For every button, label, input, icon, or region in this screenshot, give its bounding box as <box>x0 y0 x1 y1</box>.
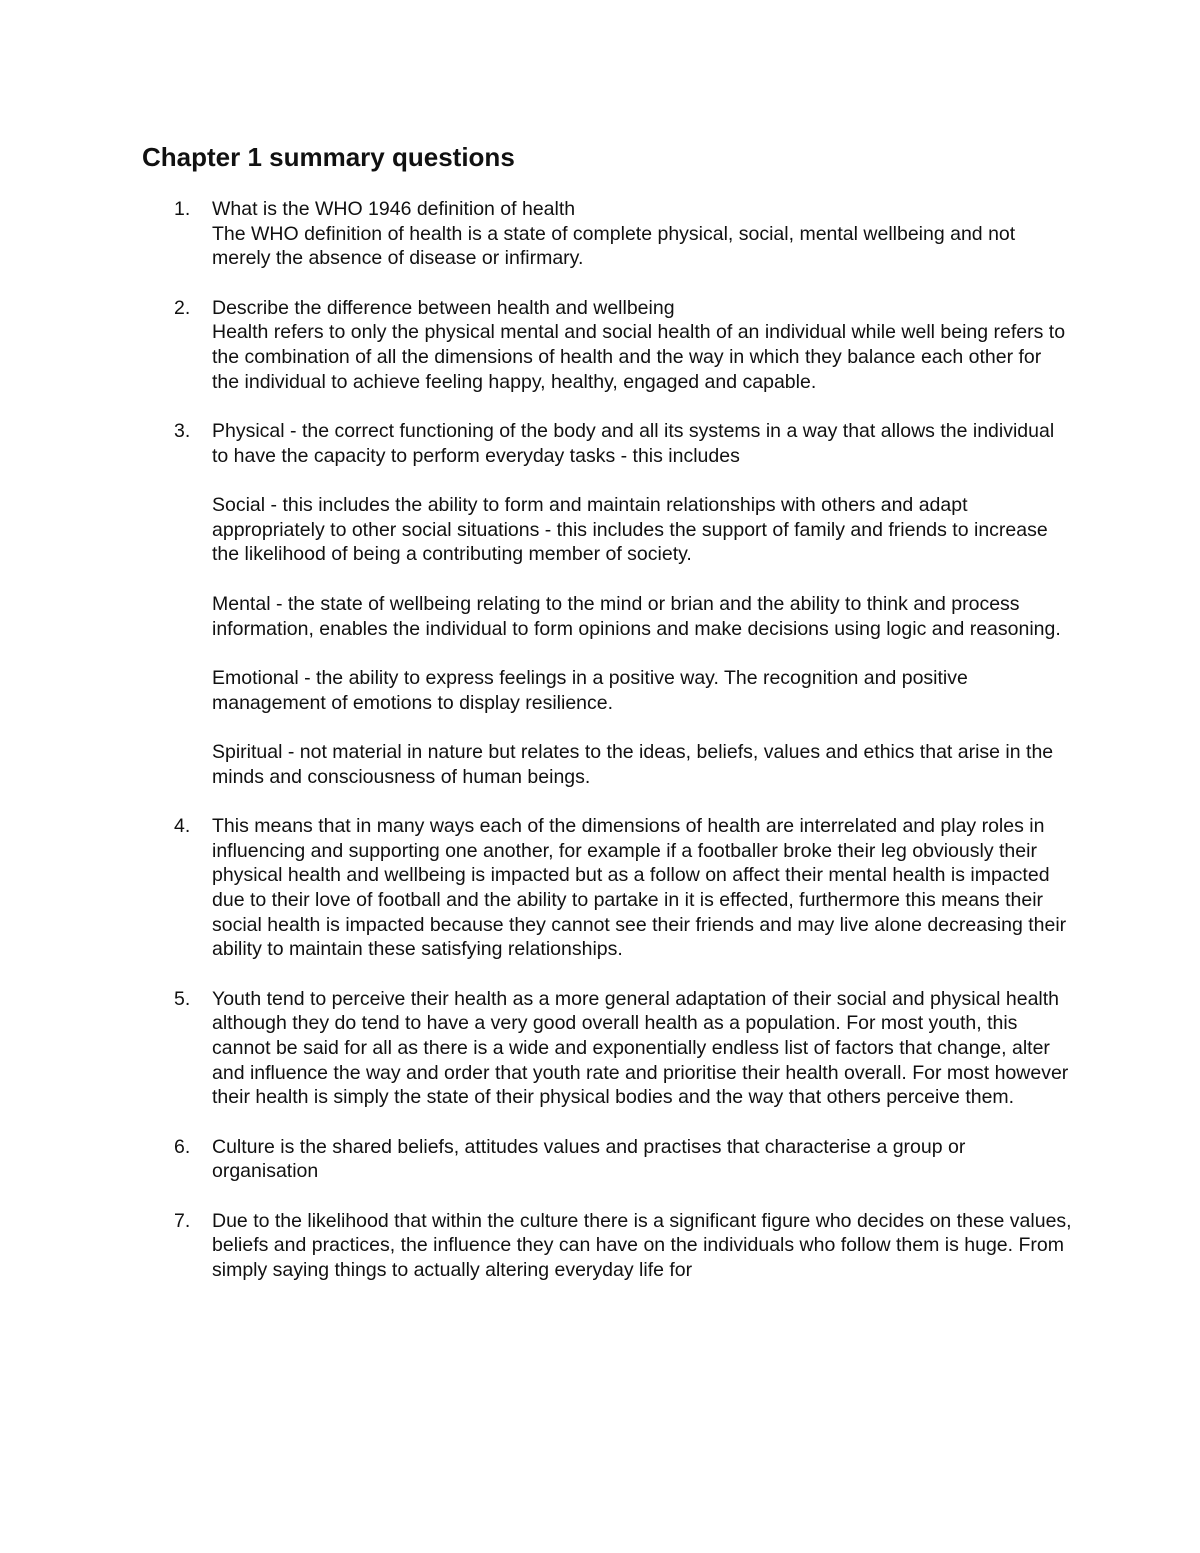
list-item <box>142 814 1072 962</box>
list-item-number: 1. <box>174 198 191 220</box>
list-item-paragraph: Youth tend to perceive their health as a more general adaptation of their social and physical health although they do tend to have a very good overall health as a population. For most youth, this cannot be said for all as there is a wide and exponentially endless list of factors that change, alter and influence the way and order that youth rate and prioritise their health overall. For most however their health is simply the state of their physical bodies and the way that others perceive them. <box>212 987 1069 1109</box>
list-item <box>142 1135 1072 1184</box>
list-item-paragraph: Emotional - the ability to express feelings in a positive way. The recognition and positive management of emotions to display resilience. <box>212 666 968 714</box>
answer-list <box>142 197 1072 1307</box>
list-item-paragraph: Mental - the state of wellbeing relating to the mind or brian and the ability to think and process information, enables the individual to form opinions and make decisions using logic and reasoning. <box>212 592 1061 640</box>
list-item-number: 6. <box>174 1135 191 1158</box>
list-item-paragraph: What is the WHO 1946 definition of health The WHO definition of health is a state of complete physical, social, mental wellbeing and not merely the absence of disease or infirmary. <box>212 198 1016 270</box>
list-item-number: 7. <box>174 1209 191 1232</box>
list-item-number: 3. <box>174 419 191 442</box>
list-item-paragraph: Culture is the shared beliefs, attitudes values and practises that characterise a group or organisation <box>212 1135 966 1183</box>
list-item <box>142 296 1072 395</box>
list-item-number: 4. <box>174 814 191 837</box>
document-title: Chapter 1 summary questions <box>142 142 515 172</box>
list-item-paragraph: Spiritual - not material in nature but relates to the ideas, beliefs, values and ethics that arise in the minds and consciousness of human beings. <box>212 741 1054 788</box>
list-item <box>142 1209 1072 1283</box>
list-item-paragraph: Describe the difference between health and wellbeing Health refers to only the physical mental and social health of an individual while well being refers to the combination of all the dimensions of health and the way in which they balance each other for the individual to achieve feeling happy, healthy, engaged and capable. <box>212 296 1066 393</box>
list-item-paragraph: Social - this includes the ability to form and maintain relationships with others and adapt appropriately to other social situations - this includes the support of family and friends to increase the likelihood of being a contributing member of society. <box>212 494 1048 566</box>
list-item-number: 2. <box>174 296 191 319</box>
list-item <box>142 419 1072 789</box>
list-item <box>142 197 1072 271</box>
list-item-paragraph: This means that in many ways each of the dimensions of health are interrelated and play roles in influencing and supporting one another, for example if a footballer broke their leg obviously their physical health and wellbeing is impacted but as a follow on affect their mental health is impacted due to their love of football and the ability to partake in it is effected, furthermore this means their social health is impacted because they cannot see their friends and may live alone decreasing their ability to maintain these satisfying relationships. <box>212 814 1067 961</box>
list-item-paragraph: Due to the likelihood that within the culture there is a significant figure who decides on these values, beliefs and practices, the influence they can have on the individuals who follow them is huge. From simply saying things to actually altering everyday life for <box>212 1209 1072 1281</box>
list-item <box>142 987 1072 1111</box>
list-item-paragraph: Physical - the correct functioning of the body and all its systems in a way that allows the individual to have the capacity to perform everyday tasks - this includes <box>212 419 1055 467</box>
list-item-number: 5. <box>174 987 191 1010</box>
